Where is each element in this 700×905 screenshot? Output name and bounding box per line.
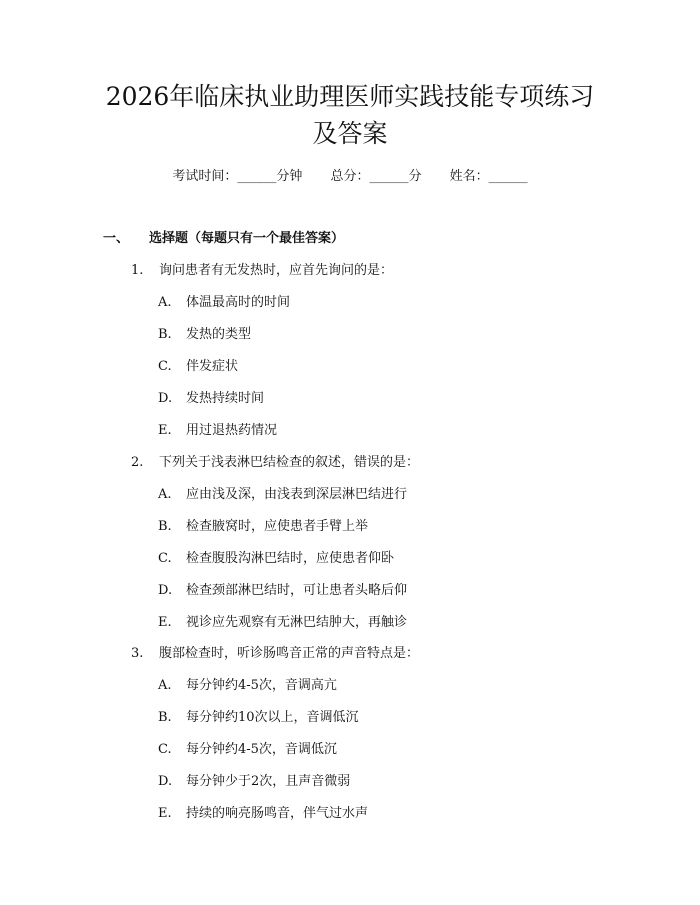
option-1d [158, 390, 264, 408]
option-letter: B. [158, 327, 172, 342]
document-title [60, 78, 640, 152]
option-letter: D. [158, 583, 173, 598]
option-text: 体温最高时的时间 [186, 295, 291, 310]
option-3b [158, 709, 359, 727]
option-letter: C. [158, 742, 172, 757]
question-text: 下列关于浅表淋巴结检查的叙述，错误的是： [159, 455, 420, 470]
question-2 [131, 454, 419, 472]
question-number: 2. [131, 455, 144, 470]
exam-score: 总分：______分 [330, 169, 422, 184]
option-text: 每分钟约4-5次，音调高亢 [186, 678, 337, 693]
option-2d [158, 582, 407, 600]
option-letter: E. [158, 423, 172, 438]
section-number: 一、 [103, 231, 130, 246]
option-2b [158, 518, 368, 536]
section-title: 选择题（每题只有一个最佳答案） [149, 231, 345, 246]
option-letter: A. [158, 678, 172, 693]
option-text: 每分钟少于2次，且声音微弱 [186, 774, 351, 789]
exam-time: 考试时间：______分钟 [172, 169, 303, 184]
question-3 [131, 645, 419, 663]
option-letter: A. [158, 487, 172, 502]
title-line-1: 2026年临床执业助理医师实践技能专项练习 [105, 82, 595, 111]
section-heading [103, 230, 344, 248]
option-text: 用过退热药情况 [186, 423, 278, 438]
option-letter: B. [158, 710, 172, 725]
option-letter: E. [158, 615, 172, 630]
option-letter: A. [158, 295, 172, 310]
question-text: 腹部检查时，听诊肠鸣音正常的声音特点是： [159, 646, 420, 661]
option-1e [158, 422, 277, 440]
option-text: 检查颈部淋巴结时，可让患者头略后仰 [186, 583, 408, 598]
option-text: 视诊应先观察有无淋巴结肿大，再触诊 [186, 615, 408, 630]
option-text: 伴发症状 [186, 359, 239, 374]
exam-name: 姓名：______ [449, 169, 528, 184]
option-letter: B. [158, 519, 172, 534]
option-letter: C. [158, 359, 172, 374]
option-2a [158, 486, 407, 504]
option-1c [158, 358, 238, 376]
option-letter: E. [158, 806, 172, 821]
option-2e [158, 614, 407, 632]
option-1b [158, 326, 251, 344]
question-number: 3. [131, 646, 144, 661]
option-text: 持续的响亮肠鸣音，伴气过水声 [186, 806, 369, 821]
option-2c [158, 550, 394, 568]
option-text: 每分钟约10次以上，音调低沉 [186, 710, 359, 725]
option-3a [158, 677, 337, 695]
exam-meta [0, 168, 700, 186]
option-text: 发热持续时间 [186, 391, 265, 406]
option-3e [158, 805, 368, 823]
question-text: 询问患者有无发热时，应首先询问的是： [159, 263, 394, 278]
option-text: 应由浅及深，由浅表到深层淋巴结进行 [186, 487, 408, 502]
option-text: 检查腹股沟淋巴结时，应使患者仰卧 [186, 551, 395, 566]
option-1a [158, 294, 290, 312]
question-number: 1. [131, 263, 144, 278]
option-3c [158, 741, 337, 759]
option-text: 发热的类型 [186, 327, 252, 342]
option-letter: C. [158, 551, 172, 566]
option-text: 检查腋窝时，应使患者手臂上举 [186, 519, 369, 534]
option-3d [158, 773, 350, 791]
title-line-2: 及答案 [312, 119, 388, 148]
option-letter: D. [158, 391, 173, 406]
question-1 [131, 262, 393, 280]
option-text: 每分钟约4-5次，音调低沉 [186, 742, 337, 757]
option-letter: D. [158, 774, 173, 789]
